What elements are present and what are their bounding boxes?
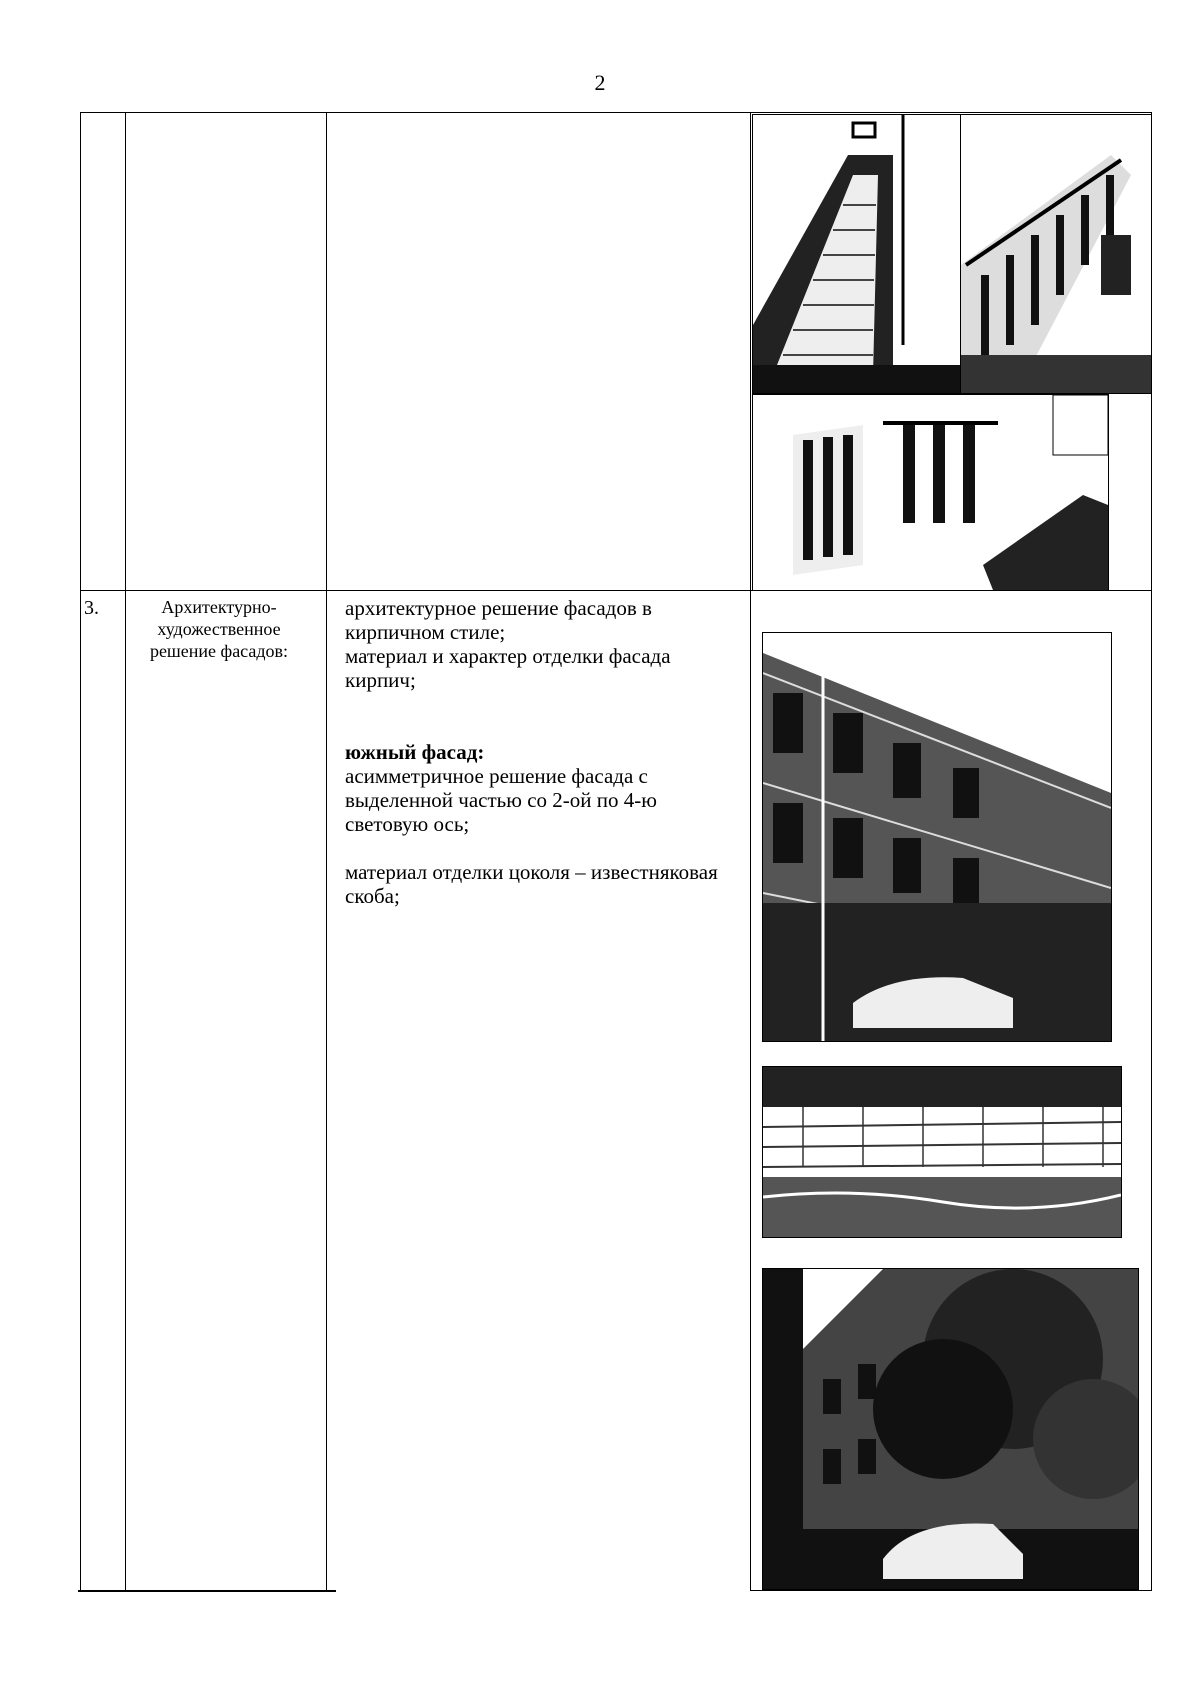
page-number: 2 xyxy=(594,70,606,95)
plinth-masonry-photo xyxy=(762,1066,1122,1238)
description-line-material: материал и характер отделки фасада кирпич; xyxy=(345,644,671,692)
feature-description xyxy=(345,596,740,908)
feature-name: Архитектурно-художественное решение фасадов: xyxy=(149,597,289,661)
facade-street-photo xyxy=(762,632,1112,1042)
table-bottom-border-right xyxy=(750,1590,1152,1591)
table-col-line-2 xyxy=(125,112,126,1590)
row-number: 3. xyxy=(84,597,99,619)
table-col-line-3 xyxy=(326,112,327,1590)
table-bottom-border xyxy=(78,1590,336,1592)
staircase-photo-1 xyxy=(752,114,961,394)
table-col-line-1 xyxy=(80,112,81,1590)
table-top-border xyxy=(80,112,1152,113)
south-facade-heading: южный фасад: xyxy=(345,740,485,764)
table-col-line-4 xyxy=(750,112,751,1590)
building-trees-photo xyxy=(762,1268,1139,1590)
description-line-asymmetry: асимметричное решение фасада с выделенной частью со 2-ой по 4-ю световую ось; xyxy=(345,764,657,836)
balustrade-photo xyxy=(752,394,1109,591)
staircase-photo-2 xyxy=(960,114,1152,394)
description-line-brick-style: архитектурное решение фасадов в кирпичном стиле; xyxy=(345,596,652,644)
description-line-plinth: материал отделки цоколя – известняковая скоба; xyxy=(345,860,718,908)
